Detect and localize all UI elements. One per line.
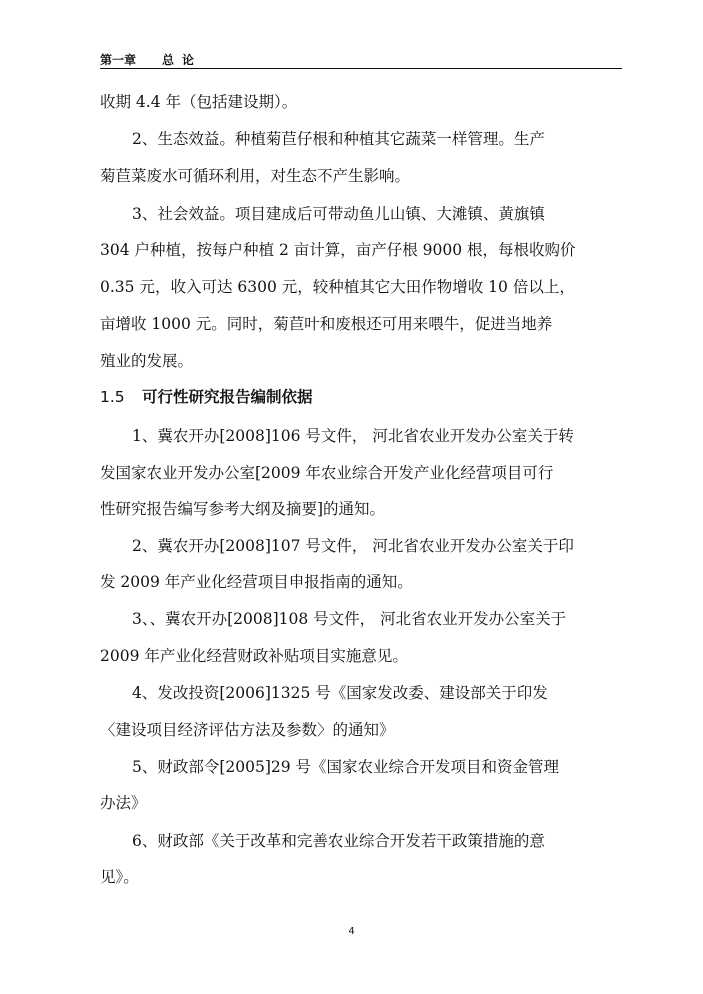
page-number: 4 [348, 926, 355, 937]
paragraph-line: 菊苣菜废水可循环利用，对生态不产生影响。 [100, 167, 411, 185]
basis-line: 〈建设项目经济评估方法及参数〉的通知》 [100, 721, 395, 739]
chapter-label: 第一章 [100, 53, 137, 67]
paragraph-line: 0.35 元，收入可达 6300 元，较种植其它大田作物增收 10 倍以上， [100, 278, 575, 296]
paragraph-line: 收期 4.4 年（包括建设期）。 [100, 93, 298, 111]
paragraph-line: 亩增收 1000 元。同时，菊苣叶和废根还可用来喂牛，促进当地养 [100, 315, 553, 333]
section-title: 可行性研究报告编制依据 [142, 388, 313, 406]
basis-line: 1、冀农开办[2008]106 号文件， 河北省农业开发办公室关于转 [132, 427, 574, 445]
chapter-title: 总论 [162, 53, 203, 67]
basis-line: 5、财政部令[2005]29 号《国家农业综合开发项目和资金管理 [132, 758, 560, 776]
paragraph-line: 304 户种植，按每户种植 2 亩计算，亩产仔根 9000 根，每根收购价 [100, 241, 576, 259]
section-number: 1.5 [100, 388, 125, 406]
paragraph-line: 殖业的发展。 [100, 352, 194, 370]
basis-line: 3、、冀农开办[2008]108 号文件， 河北省农业开发办公室关于 [132, 610, 567, 628]
basis-line: 办法》 [100, 794, 147, 812]
basis-line: 见》。 [100, 868, 139, 886]
section-heading [100, 386, 313, 408]
paragraph-line: 3、社会效益。项目建成后可带动鱼儿山镇、大滩镇、黄旗镇 [132, 205, 545, 223]
basis-line: 发 2009 年产业化经营项目申报指南的通知。 [100, 573, 413, 591]
basis-line: 发国家农业开发办公室[2009 年农业综合开发产业化经营项目可行 [100, 464, 554, 482]
basis-line: 2、冀农开办[2008]107 号文件， 河北省农业开发办公室关于印 [132, 537, 574, 555]
basis-line: 4、发改投资[2006]1325 号《国家发改委、建设部关于印发 [132, 684, 548, 702]
paragraph-line: 2、生态效益。种植菊苣仔根和种植其它蔬菜一样管理。生产 [132, 130, 545, 148]
basis-line: 2009 年产业化经营财政补贴项目实施意见。 [100, 647, 408, 665]
basis-line: 性研究报告编写参考大纲及摘要]的通知。 [100, 500, 386, 518]
page-header [100, 48, 622, 69]
basis-line: 6、财政部《关于改革和完善农业综合开发若干政策措施的意 [132, 832, 545, 850]
